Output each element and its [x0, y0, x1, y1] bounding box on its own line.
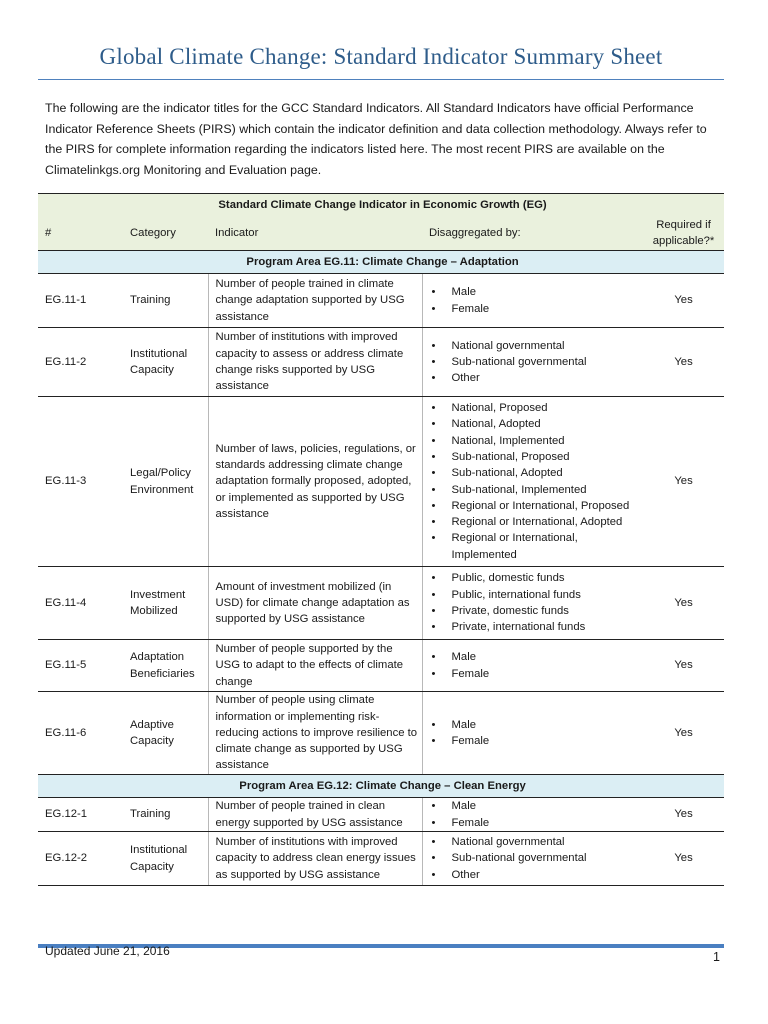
- disaggregation-item: • Other: [430, 370, 637, 386]
- disaggregation-item: • Sub-national, Adopted: [430, 465, 637, 481]
- header-required: Required if applicable?*: [640, 216, 724, 251]
- indicator-description: Amount of investment mobilized (in USD) for climate change adaptation as supported by USG assistance: [208, 567, 422, 640]
- required-value: Yes: [640, 798, 724, 832]
- program-area-label: Program Area EG.11: Climate Change – Adaptation: [38, 251, 724, 274]
- disaggregation-list: [430, 338, 637, 387]
- indicator-description: Number of laws, policies, regulations, or standards addressing climate change adaptation formally proposed, adopted, or implemented as supported by USG assistance: [208, 397, 422, 567]
- required-value: Yes: [640, 832, 724, 886]
- disaggregation-list: [430, 798, 637, 831]
- disaggregation-item: • Female: [430, 666, 637, 682]
- title-divider: [38, 79, 724, 80]
- table-row: [38, 274, 724, 328]
- indicator-description: Number of people trained in climate change adaptation supported by USG assistance: [208, 274, 422, 328]
- disaggregation-cell: [422, 832, 640, 886]
- disaggregation-list: [430, 717, 637, 750]
- program-area-row: [38, 251, 724, 274]
- indicator-category: Institutional Capacity: [123, 832, 208, 886]
- indicator-id: EG.12-2: [38, 832, 123, 886]
- disaggregation-item: • National, Adopted: [430, 416, 637, 432]
- footer-updated-date: Updated June 21, 2016: [45, 944, 170, 958]
- indicator-description: Number of institutions with improved capacity to assess or address climate change risks supported by USG assistance: [208, 328, 422, 397]
- disaggregation-item: • National governmental: [430, 338, 637, 354]
- disaggregation-item: • Female: [430, 815, 637, 831]
- indicator-description: Number of people trained in clean energy supported by USG assistance: [208, 798, 422, 832]
- indicator-id: EG.11-6: [38, 692, 123, 775]
- disaggregation-item: • Public, international funds: [430, 587, 637, 603]
- indicator-id: EG.11-2: [38, 328, 123, 397]
- indicator-description: Number of people supported by the USG to adapt to the effects of climate change: [208, 640, 422, 692]
- program-area-row: [38, 775, 724, 798]
- table-title-row: [38, 194, 724, 217]
- disaggregation-item: • National governmental: [430, 834, 637, 850]
- disaggregation-item: • Private, domestic funds: [430, 603, 637, 619]
- disaggregation-item: • Sub-national, Proposed: [430, 449, 637, 465]
- disaggregation-item: • Male: [430, 798, 637, 814]
- table-header-row: [38, 216, 724, 251]
- disaggregation-list: [430, 834, 637, 883]
- table-row: [38, 832, 724, 886]
- disaggregation-item: • Female: [430, 301, 637, 317]
- disaggregation-item: • Regional or International, Proposed: [430, 498, 637, 514]
- page-title: Global Climate Change: Standard Indicator Summary Sheet: [99, 44, 663, 69]
- indicator-category: Training: [123, 798, 208, 832]
- disaggregation-item: • Other: [430, 867, 637, 883]
- table-row: [38, 798, 724, 832]
- disaggregation-list: [430, 284, 637, 317]
- required-value: Yes: [640, 397, 724, 567]
- required-value: Yes: [640, 567, 724, 640]
- disaggregation-item: • Regional or International, Adopted: [430, 514, 637, 530]
- disaggregation-item: • Sub-national governmental: [430, 850, 637, 866]
- indicator-description: Number of people using climate information or implementing risk-reducing actions to improve resilience to climate change as supported by USG assistance: [208, 692, 422, 775]
- disaggregation-item: • Sub-national governmental: [430, 354, 637, 370]
- indicator-category: Adaptation Beneficiaries: [123, 640, 208, 692]
- disaggregation-cell: [422, 397, 640, 567]
- disaggregation-item: • National, Implemented: [430, 433, 637, 449]
- disaggregation-list: [430, 400, 637, 563]
- program-area-label: Program Area EG.12: Climate Change – Clean Energy: [38, 775, 724, 798]
- header-number: #: [38, 216, 123, 251]
- table-row: [38, 397, 724, 567]
- disaggregation-item: • Regional or International, Implemented: [430, 530, 637, 563]
- table-title: Standard Climate Change Indicator in Economic Growth (EG): [38, 194, 724, 217]
- indicator-category: Adaptive Capacity: [123, 692, 208, 775]
- disaggregation-cell: [422, 692, 640, 775]
- indicator-id: EG.12-1: [38, 798, 123, 832]
- disaggregation-cell: [422, 798, 640, 832]
- indicator-category: Training: [123, 274, 208, 328]
- table-row: [38, 328, 724, 397]
- disaggregation-item: • Female: [430, 733, 637, 749]
- intro-paragraph: The following are the indicator titles for the GCC Standard Indicators. All Standard Indicators have official Performance Indicator Reference Sheets (PIRS) which contain the indicator definition and data collection methodology. Always refer to the PIRS for complete information regarding the indicators listed here. The most recent PIRS are available on the Climatelinkgs.org Monitoring and Evaluation page.: [45, 101, 707, 177]
- page-number: 1: [713, 950, 720, 964]
- disaggregation-item: • Private, international funds: [430, 619, 637, 635]
- disaggregation-list: [430, 570, 637, 635]
- indicator-id: EG.11-4: [38, 567, 123, 640]
- indicator-id: EG.11-1: [38, 274, 123, 328]
- indicator-id: EG.11-3: [38, 397, 123, 567]
- header-category: Category: [123, 216, 208, 251]
- required-value: Yes: [640, 328, 724, 397]
- indicator-description: Number of institutions with improved capacity to address clean energy issues as supported by USG assistance: [208, 832, 422, 886]
- table-row: [38, 640, 724, 692]
- table-row: [38, 567, 724, 640]
- table-row: [38, 692, 724, 775]
- disaggregation-cell: [422, 328, 640, 397]
- required-value: Yes: [640, 274, 724, 328]
- disaggregation-item: • National, Proposed: [430, 400, 637, 416]
- indicator-category: Institutional Capacity: [123, 328, 208, 397]
- indicator-category: Investment Mobilized: [123, 567, 208, 640]
- required-value: Yes: [640, 640, 724, 692]
- indicator-table: [38, 193, 724, 886]
- disaggregation-item: • Public, domestic funds: [430, 570, 637, 586]
- disaggregation-item: • Male: [430, 717, 637, 733]
- indicator-id: EG.11-5: [38, 640, 123, 692]
- disaggregation-item: • Male: [430, 649, 637, 665]
- header-indicator: Indicator: [208, 216, 422, 251]
- disaggregation-item: • Male: [430, 284, 637, 300]
- indicator-category: Legal/Policy Environment: [123, 397, 208, 567]
- header-disaggregated: Disaggregated by:: [422, 216, 640, 251]
- disaggregation-cell: [422, 640, 640, 692]
- disaggregation-cell: [422, 274, 640, 328]
- disaggregation-list: [430, 649, 637, 682]
- disaggregation-item: • Sub-national, Implemented: [430, 482, 637, 498]
- required-value: Yes: [640, 692, 724, 775]
- disaggregation-cell: [422, 567, 640, 640]
